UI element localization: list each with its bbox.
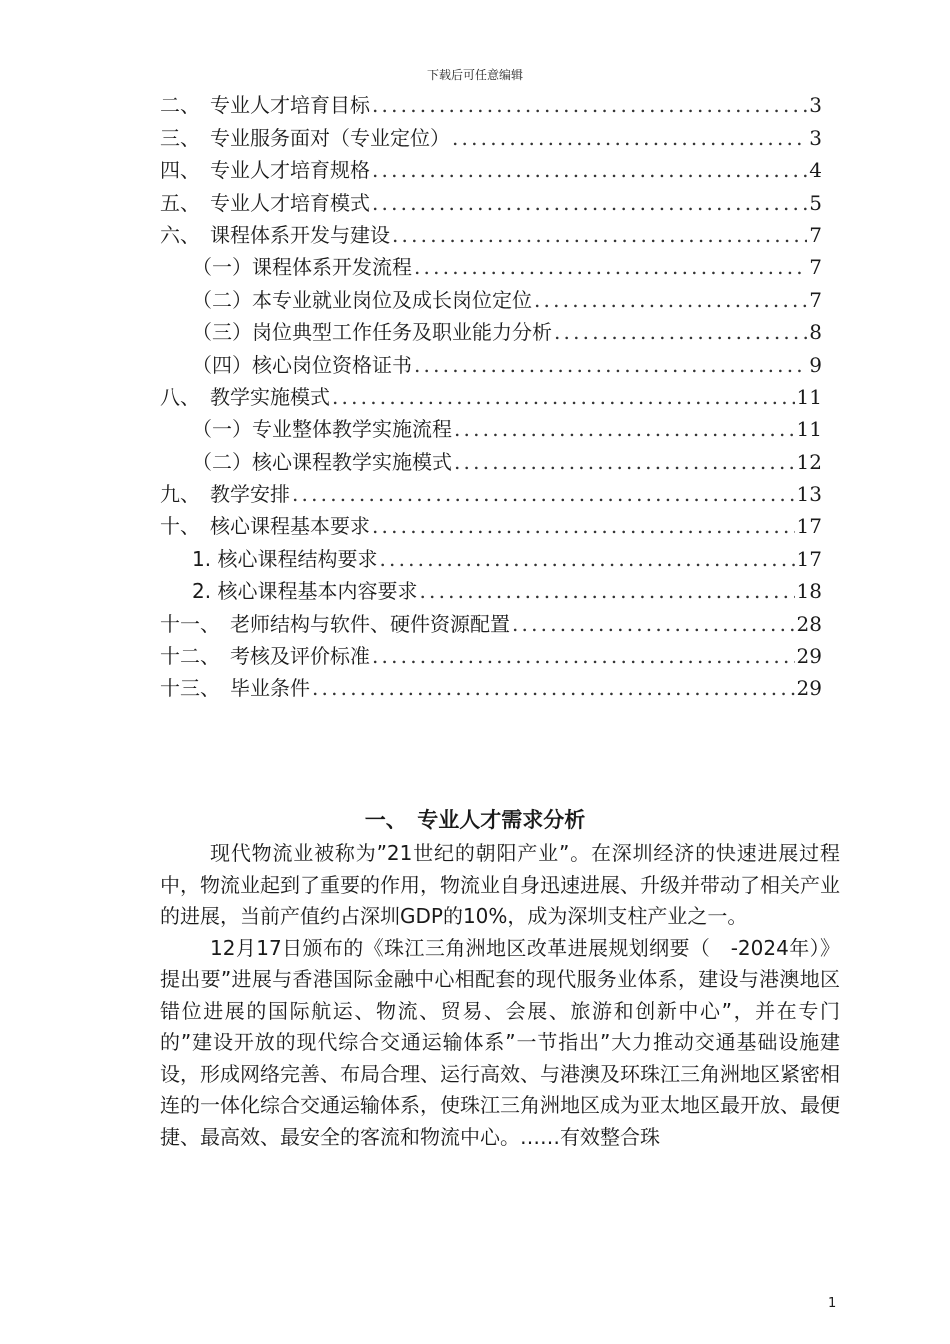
toc-entry-label: 2. 核心课程基本内容要求 <box>192 579 418 604</box>
table-of-contents <box>160 86 822 701</box>
toc-leader-dots <box>370 190 807 216</box>
toc-leader-dots <box>330 384 795 410</box>
toc-entry[interactable] <box>160 151 822 183</box>
toc-entry-label: 五、 专业人才培育模式 <box>160 190 370 215</box>
toc-entry[interactable] <box>160 378 822 410</box>
toc-entry-page: 17 <box>796 514 822 539</box>
toc-entry-label: 六、 课程体系开发与建设 <box>160 222 390 247</box>
toc-entry-page: 3 <box>809 93 822 118</box>
toc-leader-dots <box>412 352 807 378</box>
toc-entry[interactable] <box>160 216 822 248</box>
toc-entry-label: 四、 专业人才培育规格 <box>160 158 370 183</box>
toc-entry-label: 八、 教学实施模式 <box>160 384 330 409</box>
toc-leader-dots <box>370 513 795 539</box>
toc-entry-page: 17 <box>796 546 822 571</box>
toc-entry-page: 5 <box>809 190 822 215</box>
toc-leader-dots <box>510 611 795 637</box>
body-text <box>160 838 840 1153</box>
toc-entry[interactable] <box>160 539 822 571</box>
toc-entry-page: 11 <box>796 384 822 409</box>
toc-entry[interactable] <box>160 475 822 507</box>
paragraph-1: 现代物流业被称为”21世纪的朝阳产业”。在深圳经济的快速进展过程中，物流业起到了重要的作用，物流业自身迅速进展、升级并带动了相关产业的进展，当前产值约占深圳GDP的10%，成为深圳支柱产业之一。 <box>160 841 840 928</box>
toc-entry-label: （一）专业整体教学实施流程 <box>192 417 452 442</box>
toc-entry-label: （一）课程体系开发流程 <box>192 255 412 280</box>
toc-entry-page: 3 <box>809 125 822 150</box>
toc-leader-dots <box>390 222 807 248</box>
toc-entry-label: （二）本专业就业岗位及成长岗位定位 <box>192 287 532 312</box>
paragraph-2: 12月17日颁布的《珠江三角洲地区改革进展规划纲要（ -2024年）》提出要”进展与香港国际金融中心相配套的现代服务业体系，建设与港澳地区错位进展的国际航运、物流、贸易、会展、旅游和创新中心”，并在专门的”建设开放的现代综合交通运输体系”一节指出”大力推动交通基础设施建设，形成网络完善、布局合理、运行高效、与港澳及环珠江三角洲地区紧密相连的一体化综合交通运输体系，使珠江三角洲地区成为亚太地区最开放、最便捷、最高效、最安全的客流和物流中心。……有效整合珠 <box>160 935 840 1149</box>
toc-entry-page: 12 <box>796 449 822 474</box>
toc-entry-page: 11 <box>796 417 822 442</box>
header-note: 下载后可任意编辑 <box>426 68 523 82</box>
toc-entry[interactable] <box>160 86 822 118</box>
toc-entry[interactable] <box>160 669 822 701</box>
toc-leader-dots <box>450 125 807 151</box>
section-title: 一、 专业人才需求分析 <box>364 808 586 832</box>
toc-entry-label: 1. 核心课程结构要求 <box>192 546 378 571</box>
toc-entry[interactable] <box>160 572 822 604</box>
toc-entry-label: 二、 专业人才培育目标 <box>160 93 370 118</box>
toc-leader-dots <box>452 416 795 442</box>
toc-leader-dots <box>370 157 807 183</box>
toc-entry-label: 十、 核心课程基本要求 <box>160 514 370 539</box>
toc-entry-label: 十一、 老师结构与软件、硬件资源配置 <box>160 611 510 636</box>
toc-entry[interactable] <box>160 507 822 539</box>
toc-entry-page: 7 <box>809 255 822 280</box>
toc-leader-dots <box>552 319 807 345</box>
toc-entry[interactable] <box>160 345 822 377</box>
toc-entry[interactable] <box>160 313 822 345</box>
toc-entry-page: 18 <box>796 579 822 604</box>
toc-entry-page: 9 <box>809 352 822 377</box>
toc-leader-dots <box>452 449 795 475</box>
toc-entry-label: 九、 教学安排 <box>160 482 290 507</box>
toc-entry-page: 8 <box>809 320 822 345</box>
toc-entry-page: 7 <box>809 222 822 247</box>
toc-entry-label: （四）核心岗位资格证书 <box>192 352 412 377</box>
toc-entry-label: （三）岗位典型工作任务及职业能力分析 <box>192 320 552 345</box>
toc-leader-dots <box>417 578 794 604</box>
toc-entry[interactable] <box>160 280 822 312</box>
toc-leader-dots <box>377 546 794 572</box>
toc-leader-dots <box>290 481 795 507</box>
toc-entry-page: 29 <box>796 644 822 669</box>
toc-entry[interactable] <box>160 118 822 150</box>
toc-entry[interactable] <box>160 410 822 442</box>
toc-entry-label: 十三、 毕业条件 <box>160 676 310 701</box>
toc-entry[interactable] <box>160 248 822 280</box>
toc-entry[interactable] <box>160 183 822 215</box>
toc-entry-page: 28 <box>796 611 822 636</box>
toc-entry-label: 十二、 考核及评价标准 <box>160 644 370 669</box>
toc-entry-page: 13 <box>796 482 822 507</box>
toc-leader-dots <box>370 92 807 118</box>
toc-leader-dots <box>310 675 795 701</box>
page-number: 1 <box>828 1296 837 1311</box>
toc-entry[interactable] <box>160 604 822 636</box>
toc-entry-page: 29 <box>796 676 822 701</box>
toc-entry-label: （二）核心课程教学实施模式 <box>192 449 452 474</box>
toc-entry-page: 4 <box>809 158 822 183</box>
toc-entry[interactable] <box>160 442 822 474</box>
toc-leader-dots <box>370 643 795 669</box>
toc-leader-dots <box>532 287 807 313</box>
toc-leader-dots <box>412 254 807 280</box>
toc-entry[interactable] <box>160 637 822 669</box>
toc-entry-label: 三、 专业服务面对（专业定位） <box>160 125 450 150</box>
toc-entry-page: 7 <box>809 287 822 312</box>
